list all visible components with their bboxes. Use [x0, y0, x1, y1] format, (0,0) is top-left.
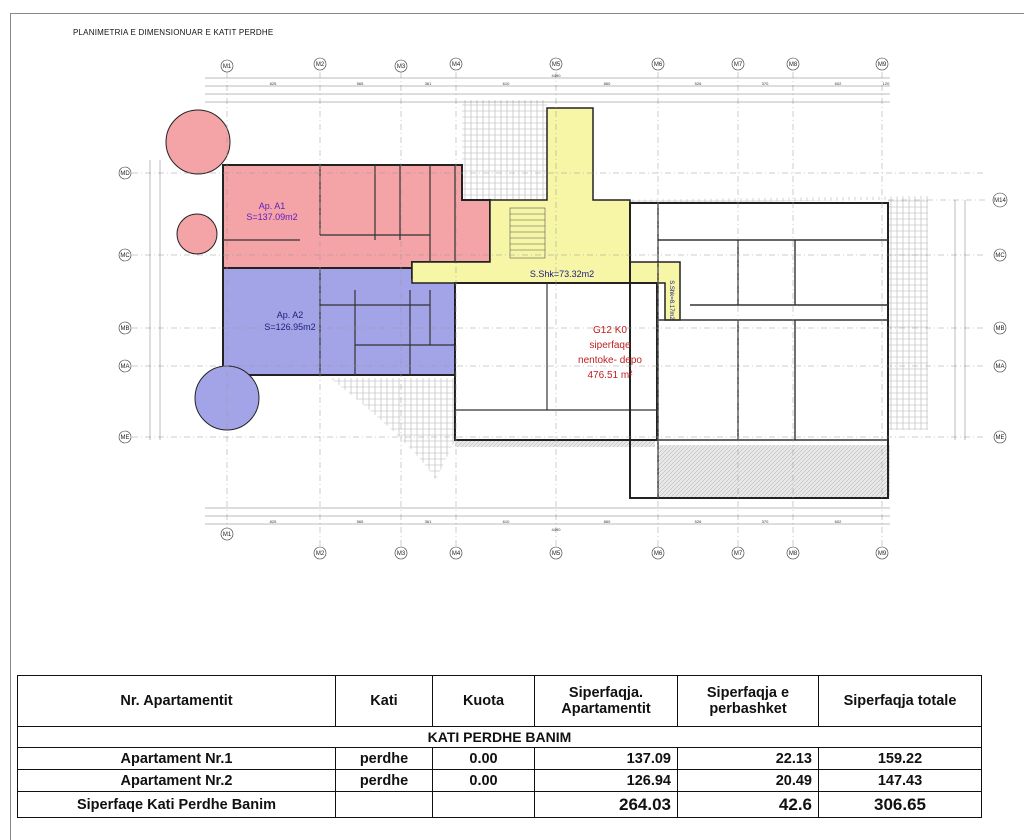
axis-label-m2-top: M2: [315, 62, 325, 68]
overall-dimension-top: 4490: [551, 73, 561, 78]
section-title: KATI PERDHE BANIM: [18, 727, 982, 748]
header-shared-area: Siperfaqja e perbashket: [678, 676, 819, 727]
header-floor: Kati: [336, 676, 433, 727]
row-level: 0.00: [433, 770, 535, 792]
row-name: Apartament Nr.1: [18, 748, 336, 770]
depot-label-2: siperfaqe: [589, 340, 631, 351]
dim-bottom-4: 610: [502, 519, 510, 524]
axis-label-m9-top: M9: [877, 62, 887, 68]
header-apartment-number: Nr. Apartamentit: [18, 676, 336, 727]
header-level: Kuota: [433, 676, 535, 727]
total-apartment-area: 264.03: [535, 792, 678, 818]
header-apartment-area: Siperfaqja. Apartamentit: [535, 676, 678, 727]
axis-label-m5-top: M5: [551, 62, 561, 68]
row-floor: perdhe: [336, 748, 433, 770]
dim-top-9: 120: [882, 81, 890, 86]
row-total-area: 147.43: [819, 770, 982, 792]
table-row: [18, 748, 982, 770]
axis-label-m1-top: M1: [222, 64, 232, 70]
axis-label-mb-left: MB: [120, 326, 130, 332]
row-level: 0.00: [433, 748, 535, 770]
axis-label-me-right: ME: [995, 435, 1005, 441]
axis-label-m6-bottom: M6: [653, 551, 663, 557]
row-shared-area: 22.13: [678, 748, 819, 770]
dim-bottom-1: 825: [269, 519, 277, 524]
axis-label-m7-bottom: M7: [733, 551, 743, 557]
dim-top-1: 825: [269, 81, 277, 86]
apartment-a1-area-label: S=137.09m2: [246, 212, 298, 222]
apartment-a1-label: Ap. A1: [258, 201, 286, 211]
axis-label-ma-left: MA: [120, 364, 130, 370]
total-level: [433, 792, 535, 818]
shared-vertical-label: S.Shk=8.17m2: [668, 280, 674, 320]
shared-area-label: S.Shk=73.32m2: [529, 269, 595, 279]
axis-label-m3-bottom: M3: [396, 551, 406, 557]
dim-bottom-8: 602: [834, 519, 842, 524]
dim-top-8: 602: [834, 81, 842, 86]
depot-label-3: nentoke- depo: [578, 355, 642, 366]
axis-label-m3-top: M3: [396, 64, 406, 70]
hatched-ground-curve: [330, 378, 455, 480]
drawing-title: PLANIMETRIA E DIMENSIONUAR E KATIT PERDHE: [73, 28, 274, 37]
dim-top-6: 526: [694, 81, 702, 86]
apartment-a2-label: Ap. A2: [276, 310, 304, 320]
row-apartment-area: 137.09: [535, 748, 678, 770]
dim-top-7: 370: [761, 81, 769, 86]
dim-top-5: 860: [603, 81, 611, 86]
overall-dimension-bottom: 4490: [551, 527, 561, 532]
row-name: Apartament Nr.2: [18, 770, 336, 792]
depot-label-1: G12 K0: [593, 325, 627, 336]
dim-bottom-6: 526: [694, 519, 702, 524]
dim-bottom-3: 361: [424, 519, 432, 524]
dim-bottom-2: 565: [356, 519, 364, 524]
header-total-area: Siperfaqja totale: [819, 676, 982, 727]
table-row: [18, 770, 982, 792]
axis-label-ma-right: MA: [995, 364, 1005, 370]
axis-label-mc-right: MC: [995, 253, 1005, 259]
axis-label-m4-bottom: M4: [451, 551, 461, 557]
axis-label-m5-bottom: M5: [551, 551, 561, 557]
balcony-a1-side: [177, 214, 217, 254]
axis-label-mc-left: MC: [120, 253, 130, 259]
axis-label-m14: M14: [994, 198, 1006, 204]
axis-label-me-left: ME: [120, 435, 130, 441]
dim-top-4: 610: [502, 81, 510, 86]
row-apartment-area: 126.94: [535, 770, 678, 792]
apartment-a2-area: [223, 268, 455, 375]
total-name: Siperfaqe Kati Perdhe Banim: [18, 792, 336, 818]
axis-label-mb-right: MB: [995, 326, 1005, 332]
total-total-area: 306.65: [819, 792, 982, 818]
total-floor: [336, 792, 433, 818]
row-floor: perdhe: [336, 770, 433, 792]
axis-label-m7-top: M7: [733, 62, 743, 68]
axis-label-m9-bottom: M9: [877, 551, 887, 557]
apartment-a2-area-label: S=126.95m2: [264, 322, 316, 332]
axis-label-m1-bottom: M1: [222, 532, 232, 538]
axis-label-m8-bottom: M8: [788, 551, 798, 557]
axis-label-m4-top: M4: [451, 62, 461, 68]
axis-label-md: MD: [120, 171, 130, 177]
total-row: [18, 792, 982, 818]
balcony-a1-top: [166, 110, 230, 174]
dim-bottom-7: 370: [761, 519, 769, 524]
axis-label-m8-top: M8: [788, 62, 798, 68]
area-table: [17, 675, 982, 818]
axis-label-m6-top: M6: [653, 62, 663, 68]
row-total-area: 159.22: [819, 748, 982, 770]
hatched-bottom-strip-right: [658, 445, 890, 497]
depot-label-4: 476.51 m²: [587, 370, 633, 381]
dim-top-2: 565: [356, 81, 364, 86]
dim-top-3: 361: [424, 81, 432, 86]
axis-label-m2-bottom: M2: [315, 551, 325, 557]
row-shared-area: 20.49: [678, 770, 819, 792]
total-shared-area: 42.6: [678, 792, 819, 818]
dim-bottom-5: 860: [603, 519, 611, 524]
